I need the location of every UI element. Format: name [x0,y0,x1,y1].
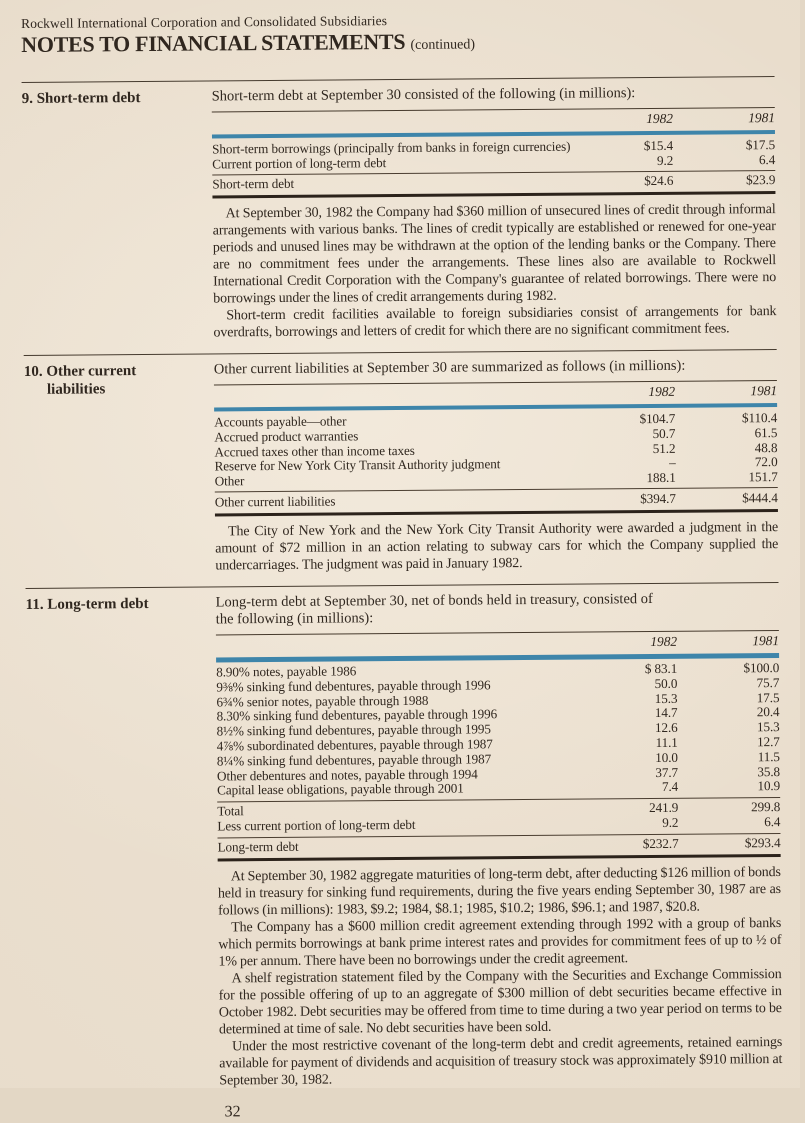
section-label-line1: 9. Short-term debt [21,90,141,107]
value-1981: 6.4 [764,814,781,830]
table-total-group [215,488,778,517]
paragraph: At September 30, 1982 aggregate maturities of long-term debt, after deducting $126 million of bonds held in treasury for sinking fund requirements, during the five years ending September 30, 1987 are as follows (in millions): 1983, $9.2; 1984, $8.1; 1985, $10.2; 1986, $96.1; and 1987, $20.8. [217,865,781,919]
continued-label: (continued) [410,37,476,53]
table-row [215,470,778,489]
corporation-line: Rockwell International Corporation and Consolidated Subsidiaries [21,13,388,31]
value-1982: 7.4 [661,779,679,795]
paragraph: The City of New York and the New York City Transit Authority were awarded a judgment in the amount of $72 million in an action relating to subway cars for which the Company supplied the undercarriages. The judgment was paid in January 1982. [215,519,779,574]
other-current-liabilities-table [214,380,778,516]
table-body [212,134,775,174]
value-1982: $24.6 [644,173,674,189]
row-label: Current portion of long-term debt [212,154,387,172]
row-label: Accrued product warranties [214,428,359,445]
value-1982: $232.7 [642,836,679,852]
year-header-1982: 1982 [646,110,673,126]
value-1981: 10.9 [757,778,781,794]
value-1981: $293.4 [744,835,781,851]
page-number: 32 [224,1103,241,1121]
value-1982: 241.9 [649,800,679,816]
row-label: Capital lease obligations, payable through 2001 [217,780,464,798]
row-label: Long-term debt [217,839,299,855]
table-total-group [212,170,775,199]
value-1981: 75.7 [756,674,780,691]
row-label: Other debentures and notes, payable through 1994 [216,766,478,784]
row-label: 6¾% senior notes, payable through 1988 [216,692,429,710]
section-other-current-liabilities [24,349,779,575]
value-1981: $444.4 [742,490,778,506]
row-label: 8.30% sinking fund debentures, payable through 1996 [216,706,498,724]
intro-text: Long-term debt at September 30, net of bonds held in treasury, consisted of the following (in millions): [215,590,653,628]
section-content [214,357,779,574]
table-row [217,779,780,798]
value-1982: 14.7 [654,705,678,721]
paragraph: Short-term credit facilities available to foreign subsidiaries consist of arrangements for bank overdrafts, borrowings and letters of credit for which there are no significant commitment fees. [213,304,777,341]
value-1982: – [668,455,676,471]
section-label-line2: liabilities [46,381,106,398]
section-paragraphs [215,519,778,574]
intro-text: Other current liabilities at September 30 are summarized as follows (in millions): [213,357,686,378]
paragraph: The Company has a $600 million credit agreement extending through 1992 with a group of banks which permits borrowings at bank prime interest rates and provides for commitment fees of up to ½ of 1% per annum. There have been no borrowings under the credit agreement. [218,916,782,970]
value-1981: 151.7 [748,469,778,485]
section-label [22,88,214,343]
value-1982: $ 83.1 [644,660,678,677]
value-1982: 188.1 [646,470,676,486]
row-label: 9⅜% sinking fund debentures, payable through 1996 [216,677,491,695]
table-total-row [215,491,778,510]
row-label: Accounts payable—other [214,413,347,430]
year-header-1982: 1982 [650,633,678,649]
section-content [216,590,783,1090]
intro-text: Short-term debt at September 30 consisted of the following (in millions): [211,85,636,105]
value-1981: $23.9 [746,172,776,188]
value-1981: 6.4 [758,151,776,167]
value-1982: 12.6 [654,720,678,736]
row-label: 8.90% notes, payable 1986 [216,663,357,680]
table-total-row [212,173,775,192]
row-label: Other current liabilities [214,493,336,510]
page-title [21,27,774,61]
page-title-text: NOTES TO FINANCIAL STATEMENTS [21,28,406,57]
row-label: Short-term debt [212,176,295,192]
value-1982: $104.7 [639,410,676,427]
section-paragraphs [218,864,783,1089]
value-1981: 299.8 [751,799,781,815]
page-header [21,10,774,61]
row-label: 4⅞% subordinated debentures, payable through 1987 [216,736,493,754]
section-label-line1: 11. Long-term debt [25,595,149,613]
value-1981: 48.8 [754,439,778,455]
table-subtotal-group [217,797,780,838]
short-term-debt-table [212,107,776,199]
section-content [212,84,777,342]
year-header-1981: 1981 [752,632,780,649]
value-1982: 50.0 [654,675,678,691]
row-label: Short-term borrowings (principally from banks in foreign currencies) [212,138,571,157]
value-1981: 11.5 [757,748,780,765]
year-header-1981: 1981 [750,382,778,398]
value-1982: 9.2 [656,152,674,168]
row-label: Total [217,803,244,819]
section-short-term-debt [22,76,777,343]
paragraph: At September 30, 1982 the Company had $360 million of unsecured lines of credit through informal arrangements with various banks. The lines of credit typically are established or renewed for one-year periods and unused lines may be withdrawn at the option of the lending banks or the Company. There are no commitment fees under the arrangements. These lines also are available to Rockwell International Credit Corporation with the Company's guarantee of related borrowings. There were no borrowings under the lines of credit arrangements during 1982. [212,202,777,307]
value-1981: 35.8 [757,763,781,779]
table-body [214,408,778,492]
value-1982: 51.2 [652,440,676,456]
table-total-group [217,833,780,862]
section-label-line1: 10. Other current [23,363,137,381]
long-term-debt-table [216,630,781,862]
row-label: 8¼% sinking fund debentures, payable through 1987 [216,751,492,769]
value-1982: 50.7 [652,425,676,441]
paragraph: Under the most restrictive covenant of the long-term debt and credit agreements, retained earnings available for payment of dividends and acquisition of treasury stock was approximately $910 million at September 30, 1982. [219,1035,783,1089]
value-1982: 10.0 [655,749,678,765]
value-1982: 9.2 [662,814,679,830]
section-label [24,362,216,576]
value-1981: 20.4 [756,704,780,720]
value-1982: 11.1 [655,734,678,751]
year-header-1982: 1982 [648,383,676,399]
value-1981: $110.4 [741,410,778,426]
row-label: Less current portion of long-term debt [217,816,416,834]
row-label: 8½% sinking fund debentures, payable through 1995 [216,721,491,739]
value-1981: 15.3 [756,719,780,735]
value-1981: 61.5 [754,424,778,440]
value-1981: 72.0 [754,454,778,470]
row-label: Accrued taxes other than income taxes [214,442,415,460]
value-1981: 12.7 [757,734,780,750]
value-1981: 17.5 [756,689,780,705]
row-label: Other [214,473,245,489]
value-1982: $15.4 [643,137,674,153]
table-row [212,153,775,172]
table-total-row [218,836,781,855]
value-1982: $394.7 [640,490,676,507]
value-1982: 37.7 [655,764,679,780]
table-subtotal-row [217,815,780,834]
section-label [26,594,220,1091]
year-header-1981: 1981 [748,109,775,125]
table-body [216,658,780,802]
value-1981: $100.0 [743,660,780,676]
paragraph: A shelf registration statement filed by the Company with the Securities and Exchange Commission for the possible offering of up to an aggregate of $300 million of debt securities became effective in October 1982. Debt securities may be offered from time to time during a two year period on terms to be determined at time of sale. No debt securities have been sold. [218,967,782,1038]
row-label: Reserve for New York City Transit Authority judgment [214,456,501,474]
section-paragraphs [213,201,777,341]
value-1981: $17.5 [745,136,776,153]
section-long-term-debt [26,582,783,1091]
value-1982: 15.3 [654,690,678,706]
